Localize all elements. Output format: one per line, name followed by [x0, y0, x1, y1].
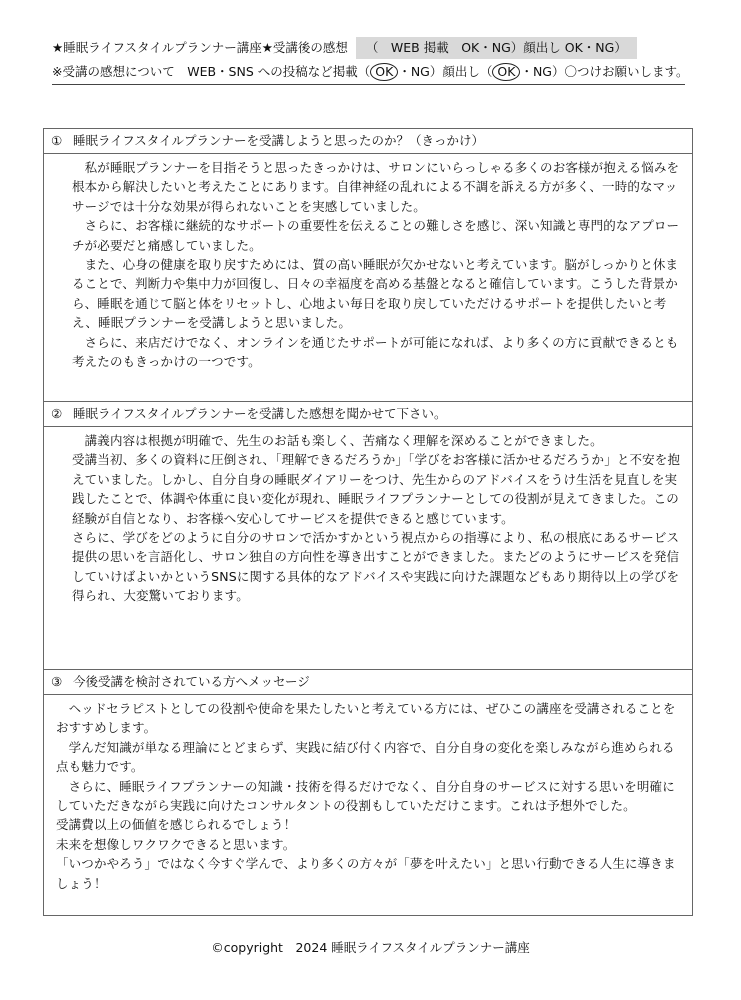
answer-paragraph: さらに、睡眠ライフプランナーの知識・技術を得るだけでなく、自分自身のサービスに対する思いを明確にしていただきながら実践に向けたコンサルタントの役割もしていただけこます。これは予想外でした。 [56, 778, 675, 814]
section-title: 睡眠ライフスタイルプランナーを受講しようと思ったのか？（きっかけ） [73, 133, 485, 148]
consent-instruction-suffix: ・NG）〇つけお願いします。 [520, 64, 689, 79]
section-answer [44, 154, 692, 371]
answer-paragraph: 私が睡眠プランナーを目指そうと思ったきっかけは、サロンにいらっしゃる多くのお客様が抱える悩みを根本から解決したいと考えたことにあります。自律神経の乱れによる不調を訴える方が多く、一時的なマッサージでは十分な効果が得られないことを実感していました。 [72, 160, 680, 214]
section-title: 睡眠ライフスタイルプランナーを受講した感想を聞かせて下さい。 [73, 406, 447, 421]
header-title-line [52, 36, 692, 60]
answer-paragraph: ヘッドセラピストとしての役割や使命を果たしたいと考えている方には、ぜひこの講座を受講されることをおすすめします。 [56, 701, 676, 736]
section-number: ② [51, 406, 63, 421]
section-motivation [43, 128, 693, 402]
face-ok-circled: OK [492, 63, 520, 81]
answer-paragraph: さらに、お客様に継続的なサポートの重要性を伝えることの難しさを感じ、深い知識と専門的なアプローチが必要だと痛感していました。 [72, 218, 680, 253]
form-title: ★睡眠ライフスタイルプランナー講座★受講後の感想 [52, 40, 348, 55]
section-answer [44, 427, 692, 606]
answer-paragraph: 受講当初、多くの資料に圧倒され、「理解できるだろうか」「学びをお客様に活かせるだろうか」と不安を抱えていました。しかし、自分自身の睡眠ダイアリーをつけ、先生からのアドバイスをうけ生活を見直しを実践したことで、体調や体重に良い変化が現れ、睡眠ライフプランナーとしての役割が見えてきました。この経験が自信となり、お客様へ安心してサービスを提供できると感じています。 [72, 452, 681, 526]
copyright-footer: ©copyright 2024 睡眠ライフスタイルプランナー講座 [211, 940, 530, 955]
web-ok-circled: OK [370, 63, 398, 81]
answer-paragraph: 受講費以上の価値を感じられるでしょう！ [56, 817, 297, 833]
consent-instruction-line: ※受講の感想について WEB・SNS への投稿など掲載（ OK ・NG）顔出し（ OK ・NG）〇つけお願いします。 [52, 60, 685, 85]
section-title: 今後受講を検討されている方へメッセージ [73, 674, 310, 689]
answer-paragraph: 「いつかやろう」ではなく今すぐ学んで、より多くの方々が「夢を叶えたい」と思い行動できる人生に導きましょう！ [56, 856, 676, 891]
section-header [44, 402, 692, 427]
publication-consent-box: （ WEB 掲載 OK・NG）顔出し OK・NG） [356, 37, 637, 59]
section-answer [44, 695, 692, 893]
section-header [44, 670, 692, 695]
consent-instruction-prefix: ※受講の感想について WEB・SNS への投稿など掲載 [52, 64, 358, 79]
section-header [44, 129, 692, 154]
section-message [43, 669, 693, 916]
answer-paragraph: 未来を想像しワクワクできると思います。 [56, 836, 296, 852]
answer-paragraph: また、心身の健康を取り戻すためには、質の高い睡眠が欠かせないと考えています。脳がしっかりと休まることで、判断力や集中力が回復し、日々の幸福度を高める基盤となると確信しています。こうした背景から、睡眠を通じて脳と体をリセットし、心地よい毎日を取り戻していただけるサポートを提供したいと考え、睡眠プランナーを受講しようと思いました。 [72, 257, 679, 331]
answer-paragraph: さらに、来店だけでなく、オンラインを通じたサポートが可能になれば、より多くの方に貢献できるとも考えたのもきっかけの一つです。 [72, 334, 679, 370]
section-number: ① [51, 133, 63, 148]
form-header [52, 36, 692, 85]
answer-paragraph: 学んだ知識が単なる理論にとどまらず、実践に結び付く内容で、自分自身の変化を楽しみながら進められる点も魅力です。 [56, 739, 675, 775]
answer-paragraph: 講義内容は根拠が明確で、先生のお話も楽しく、苦痛なく理解を深めることができました。 [72, 433, 603, 448]
consent-instruction-mid: ・NG）顔出し [398, 64, 480, 79]
section-number: ③ [51, 674, 63, 689]
section-impressions [43, 401, 693, 670]
answer-paragraph: さらに、学びをどのように自分のサロンで活かすかという視点からの指導により、私の根底にあるサービス提供の思いを言語化し、サロン独自の方向性を導き出すことができました。またどのようにサービスを発信していけばよいかというSNSに関する具体的なアドバイスや実践に向けた課題などもあり期待以上の学びを得られ、大変驚いております。 [72, 530, 680, 604]
